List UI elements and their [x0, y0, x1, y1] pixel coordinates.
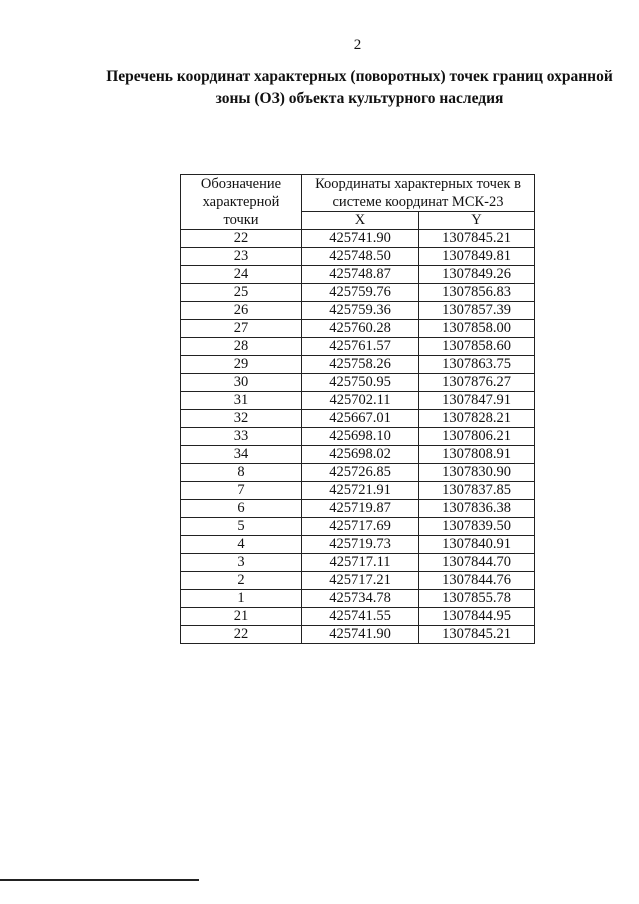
y-coordinate-cell: 1307844.95: [419, 608, 535, 626]
x-coordinate-cell: 425758.26: [302, 356, 419, 374]
x-coordinate-cell: 425734.78: [302, 590, 419, 608]
point-id-cell: 7: [181, 482, 302, 500]
document-title-line-2: зоны (ОЗ) объекта культурного наследия: [215, 90, 504, 107]
y-coordinate-cell: 1307837.85: [419, 482, 535, 500]
table-row: [181, 626, 535, 644]
x-coordinate-cell: 425741.90: [302, 230, 419, 248]
point-id-cell: 24: [181, 266, 302, 284]
coordinates-table: [180, 174, 535, 644]
x-coordinate-cell: 425750.95: [302, 374, 419, 392]
y-coordinate-cell: 1307856.83: [419, 284, 535, 302]
table-row: [181, 374, 535, 392]
header-y: Y: [419, 212, 535, 230]
y-coordinate-cell: 1307808.91: [419, 446, 535, 464]
x-coordinate-cell: 425726.85: [302, 464, 419, 482]
coordinates-table-body: [181, 230, 535, 644]
table-row: [181, 500, 535, 518]
coordinates-table-header: [181, 175, 535, 230]
table-row: [181, 446, 535, 464]
table-row: [181, 572, 535, 590]
point-id-cell: 1: [181, 590, 302, 608]
document-title: [100, 66, 619, 110]
x-coordinate-cell: 425721.91: [302, 482, 419, 500]
point-id-cell: 2: [181, 572, 302, 590]
point-id-cell: 28: [181, 338, 302, 356]
table-row: [181, 320, 535, 338]
y-coordinate-cell: 1307855.78: [419, 590, 535, 608]
x-coordinate-cell: 425759.76: [302, 284, 419, 302]
table-row: [181, 266, 535, 284]
header-point-designation-line-1: Обозначение: [200, 176, 282, 192]
point-id-cell: 6: [181, 500, 302, 518]
x-coordinate-cell: 425741.90: [302, 626, 419, 644]
header-point-designation-line-3: точки: [223, 212, 259, 228]
y-coordinate-cell: 1307857.39: [419, 302, 535, 320]
point-id-cell: 21: [181, 608, 302, 626]
table-row: [181, 482, 535, 500]
point-id-cell: 30: [181, 374, 302, 392]
x-coordinate-cell: 425717.69: [302, 518, 419, 536]
table-row: [181, 608, 535, 626]
table-row: [181, 428, 535, 446]
header-point-designation-line-2: характерной: [202, 194, 280, 210]
table-row: [181, 284, 535, 302]
y-coordinate-cell: 1307830.90: [419, 464, 535, 482]
page-number: 2: [353, 37, 362, 53]
x-coordinate-cell: 425702.11: [302, 392, 419, 410]
table-row: [181, 356, 535, 374]
table-row: [181, 518, 535, 536]
x-coordinate-cell: 425760.28: [302, 320, 419, 338]
header-coordinates-line-2: системе координат МСК-23: [332, 194, 504, 210]
x-coordinate-cell: 425741.55: [302, 608, 419, 626]
point-id-cell: 4: [181, 536, 302, 554]
point-id-cell: 8: [181, 464, 302, 482]
header-coordinates-line-1: Координаты характерных точек в: [315, 176, 521, 192]
table-row: [181, 464, 535, 482]
x-coordinate-cell: 425761.57: [302, 338, 419, 356]
point-id-cell: 3: [181, 554, 302, 572]
footer-divider: [0, 879, 199, 881]
table-row: [181, 302, 535, 320]
y-coordinate-cell: 1307858.00: [419, 320, 535, 338]
point-id-cell: 23: [181, 248, 302, 266]
table-row: [181, 230, 535, 248]
point-id-cell: 34: [181, 446, 302, 464]
table-row: [181, 590, 535, 608]
y-coordinate-cell: 1307876.27: [419, 374, 535, 392]
point-id-cell: 5: [181, 518, 302, 536]
header-x: X: [302, 212, 419, 230]
x-coordinate-cell: 425667.01: [302, 410, 419, 428]
x-coordinate-cell: 425748.50: [302, 248, 419, 266]
y-coordinate-cell: 1307849.81: [419, 248, 535, 266]
x-coordinate-cell: 425748.87: [302, 266, 419, 284]
x-coordinate-cell: 425698.02: [302, 446, 419, 464]
point-id-cell: 29: [181, 356, 302, 374]
y-coordinate-cell: 1307828.21: [419, 410, 535, 428]
table-row: [181, 248, 535, 266]
y-coordinate-cell: 1307849.26: [419, 266, 535, 284]
table-row: [181, 536, 535, 554]
y-coordinate-cell: 1307806.21: [419, 428, 535, 446]
y-coordinate-cell: 1307845.21: [419, 230, 535, 248]
y-coordinate-cell: 1307839.50: [419, 518, 535, 536]
y-coordinate-cell: 1307863.75: [419, 356, 535, 374]
point-id-cell: 32: [181, 410, 302, 428]
x-coordinate-cell: 425717.21: [302, 572, 419, 590]
x-coordinate-cell: 425717.11: [302, 554, 419, 572]
y-coordinate-cell: 1307845.21: [419, 626, 535, 644]
table-row: [181, 392, 535, 410]
x-coordinate-cell: 425719.73: [302, 536, 419, 554]
point-id-cell: 27: [181, 320, 302, 338]
y-coordinate-cell: 1307858.60: [419, 338, 535, 356]
point-id-cell: 22: [181, 626, 302, 644]
x-coordinate-cell: 425719.87: [302, 500, 419, 518]
header-point-designation: [181, 175, 302, 230]
header-row-main: [181, 175, 535, 212]
header-coordinates: [302, 175, 535, 212]
table-row: [181, 554, 535, 572]
table-row: [181, 410, 535, 428]
point-id-cell: 26: [181, 302, 302, 320]
y-coordinate-cell: 1307840.91: [419, 536, 535, 554]
point-id-cell: 25: [181, 284, 302, 302]
point-id-cell: 33: [181, 428, 302, 446]
point-id-cell: 31: [181, 392, 302, 410]
table-row: [181, 338, 535, 356]
y-coordinate-cell: 1307844.76: [419, 572, 535, 590]
y-coordinate-cell: 1307836.38: [419, 500, 535, 518]
x-coordinate-cell: 425698.10: [302, 428, 419, 446]
point-id-cell: 22: [181, 230, 302, 248]
x-coordinate-cell: 425759.36: [302, 302, 419, 320]
y-coordinate-cell: 1307847.91: [419, 392, 535, 410]
y-coordinate-cell: 1307844.70: [419, 554, 535, 572]
document-title-line-1: Перечень координат характерных (поворотных) точек границ охранной: [106, 68, 613, 85]
